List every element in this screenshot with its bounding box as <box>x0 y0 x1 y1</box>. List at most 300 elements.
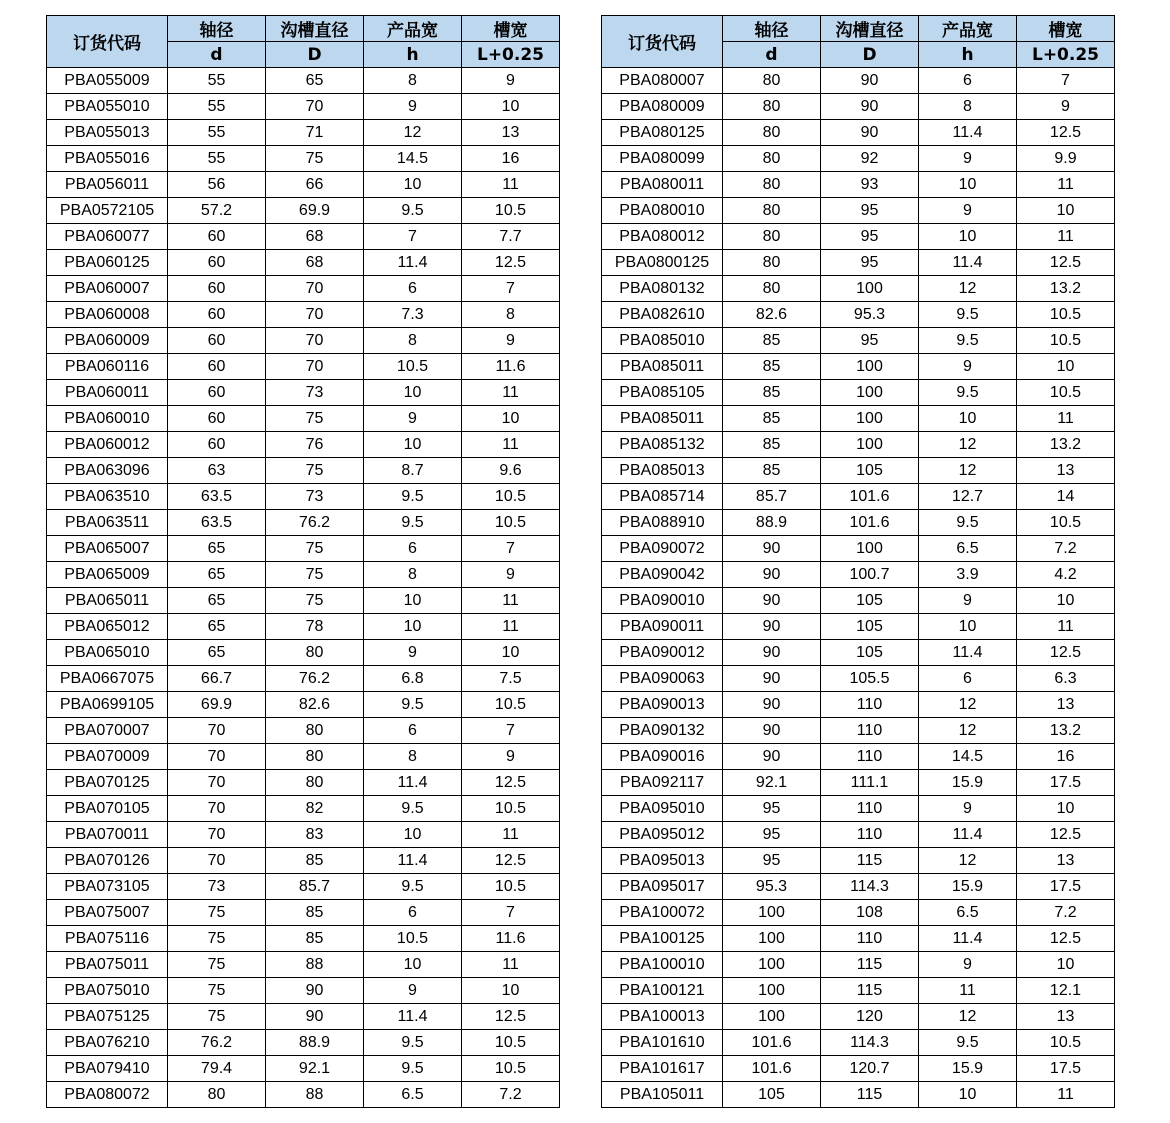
shaft-diameter-cell: 100 <box>723 1004 821 1030</box>
order-code-cell: PBA070009 <box>47 744 168 770</box>
shaft-diameter-cell: 75 <box>168 1004 266 1030</box>
groove-diameter-cell: 110 <box>821 822 919 848</box>
shaft-diameter-cell: 65 <box>168 614 266 640</box>
groove-width-cell: 17.5 <box>1017 874 1115 900</box>
product-width-cell: 12.7 <box>919 484 1017 510</box>
table-row <box>602 796 1115 822</box>
product-width-cell: 9 <box>364 94 462 120</box>
groove-diameter-cell: 76.2 <box>266 666 364 692</box>
shaft-diameter-cell: 75 <box>168 900 266 926</box>
shaft-diameter-cell: 57.2 <box>168 198 266 224</box>
product-width-cell: 10.5 <box>364 926 462 952</box>
table-row <box>602 432 1115 458</box>
shaft-diameter-cell: 85 <box>723 328 821 354</box>
shaft-diameter-cell: 85 <box>723 354 821 380</box>
header-width: 产品宽 <box>364 16 462 42</box>
groove-diameter-cell: 75 <box>266 536 364 562</box>
product-width-cell: 9.5 <box>364 1030 462 1056</box>
product-width-cell: 12 <box>919 458 1017 484</box>
order-code-cell: PBA080072 <box>47 1082 168 1108</box>
groove-diameter-cell: 115 <box>821 952 919 978</box>
order-code-cell: PBA100013 <box>602 1004 723 1030</box>
groove-width-cell: 11.6 <box>462 926 560 952</box>
groove-width-cell: 17.5 <box>1017 770 1115 796</box>
order-code-cell: PBA065010 <box>47 640 168 666</box>
groove-diameter-cell: 85 <box>266 926 364 952</box>
shaft-diameter-cell: 88.9 <box>723 510 821 536</box>
header-width: 产品宽 <box>919 16 1017 42</box>
order-code-cell: PBA0699105 <box>47 692 168 718</box>
table-row <box>47 198 560 224</box>
order-code-cell: PBA055010 <box>47 94 168 120</box>
groove-width-cell: 10.5 <box>462 874 560 900</box>
groove-diameter-cell: 100 <box>821 432 919 458</box>
shaft-diameter-cell: 60 <box>168 432 266 458</box>
groove-width-cell: 9 <box>462 68 560 94</box>
shaft-diameter-cell: 65 <box>168 536 266 562</box>
groove-width-cell: 11 <box>462 380 560 406</box>
header-groove-width: 槽宽 <box>1017 16 1115 42</box>
groove-diameter-cell: 70 <box>266 328 364 354</box>
order-code-cell: PBA080099 <box>602 146 723 172</box>
groove-diameter-cell: 80 <box>266 640 364 666</box>
groove-width-cell: 10.5 <box>462 198 560 224</box>
groove-diameter-cell: 100 <box>821 276 919 302</box>
groove-width-cell: 13.2 <box>1017 432 1115 458</box>
product-width-cell: 9.5 <box>919 302 1017 328</box>
shaft-diameter-cell: 63.5 <box>168 484 266 510</box>
groove-width-cell: 13.2 <box>1017 718 1115 744</box>
table-row <box>602 614 1115 640</box>
order-code-cell: PBA101610 <box>602 1030 723 1056</box>
order-code-cell: PBA060007 <box>47 276 168 302</box>
groove-width-cell: 13 <box>1017 848 1115 874</box>
order-code-cell: PBA090013 <box>602 692 723 718</box>
shaft-diameter-cell: 70 <box>168 718 266 744</box>
shaft-diameter-cell: 80 <box>723 224 821 250</box>
header-width-symbol: h <box>364 42 462 68</box>
header-width-symbol: h <box>919 42 1017 68</box>
groove-diameter-cell: 82.6 <box>266 692 364 718</box>
product-width-cell: 10 <box>364 588 462 614</box>
shaft-diameter-cell: 60 <box>168 224 266 250</box>
product-width-cell: 10 <box>919 614 1017 640</box>
product-width-cell: 15.9 <box>919 770 1017 796</box>
order-code-cell: PBA065009 <box>47 562 168 588</box>
table-row <box>602 328 1115 354</box>
order-code-cell: PBA063511 <box>47 510 168 536</box>
groove-diameter-cell: 105 <box>821 458 919 484</box>
shaft-diameter-cell: 80 <box>723 120 821 146</box>
table-row <box>47 770 560 796</box>
product-width-cell: 11.4 <box>919 640 1017 666</box>
order-code-cell: PBA080007 <box>602 68 723 94</box>
order-code-cell: PBA060012 <box>47 432 168 458</box>
header-shaft-symbol: d <box>168 42 266 68</box>
order-code-cell: PBA090012 <box>602 640 723 666</box>
groove-width-cell: 12.5 <box>462 1004 560 1030</box>
shaft-diameter-cell: 90 <box>723 666 821 692</box>
product-width-cell: 9.5 <box>364 198 462 224</box>
order-code-cell: PBA060116 <box>47 354 168 380</box>
table-row <box>47 432 560 458</box>
table-row <box>47 718 560 744</box>
table-row <box>47 146 560 172</box>
product-width-cell: 8 <box>919 94 1017 120</box>
order-code-cell: PBA088910 <box>602 510 723 536</box>
table-row <box>47 302 560 328</box>
product-width-cell: 6 <box>364 536 462 562</box>
groove-width-cell: 13.2 <box>1017 276 1115 302</box>
order-code-cell: PBA100072 <box>602 900 723 926</box>
groove-width-cell: 10.5 <box>462 510 560 536</box>
shaft-diameter-cell: 75 <box>168 978 266 1004</box>
order-code-cell: PBA095013 <box>602 848 723 874</box>
shaft-diameter-cell: 55 <box>168 146 266 172</box>
order-code-cell: PBA060011 <box>47 380 168 406</box>
table-row <box>602 198 1115 224</box>
product-width-cell: 10 <box>919 224 1017 250</box>
groove-width-cell: 16 <box>462 146 560 172</box>
shaft-diameter-cell: 63.5 <box>168 510 266 536</box>
order-code-cell: PBA090016 <box>602 744 723 770</box>
groove-diameter-cell: 90 <box>266 1004 364 1030</box>
product-width-cell: 11.4 <box>919 926 1017 952</box>
product-width-cell: 10 <box>364 432 462 458</box>
groove-width-cell: 17.5 <box>1017 1056 1115 1082</box>
groove-diameter-cell: 115 <box>821 978 919 1004</box>
shaft-diameter-cell: 80 <box>723 146 821 172</box>
product-width-cell: 6 <box>364 276 462 302</box>
groove-width-cell: 13 <box>462 120 560 146</box>
shaft-diameter-cell: 76.2 <box>168 1030 266 1056</box>
table-row <box>602 146 1115 172</box>
shaft-diameter-cell: 90 <box>723 640 821 666</box>
groove-diameter-cell: 85.7 <box>266 874 364 900</box>
groove-width-cell: 10.5 <box>1017 302 1115 328</box>
groove-width-cell: 10 <box>1017 354 1115 380</box>
product-width-cell: 8 <box>364 68 462 94</box>
table-row <box>47 224 560 250</box>
shaft-diameter-cell: 70 <box>168 770 266 796</box>
groove-width-cell: 12.1 <box>1017 978 1115 1004</box>
groove-diameter-cell: 110 <box>821 926 919 952</box>
table-row <box>47 354 560 380</box>
shaft-diameter-cell: 95 <box>723 796 821 822</box>
order-code-cell: PBA085011 <box>602 406 723 432</box>
shaft-diameter-cell: 79.4 <box>168 1056 266 1082</box>
shaft-diameter-cell: 85 <box>723 406 821 432</box>
table-row <box>47 640 560 666</box>
order-code-cell: PBA085105 <box>602 380 723 406</box>
table-row <box>602 978 1115 1004</box>
shaft-diameter-cell: 60 <box>168 302 266 328</box>
product-width-cell: 12 <box>919 276 1017 302</box>
product-width-cell: 11.4 <box>364 250 462 276</box>
shaft-diameter-cell: 90 <box>723 744 821 770</box>
groove-width-cell: 10 <box>1017 952 1115 978</box>
groove-diameter-cell: 115 <box>821 1082 919 1108</box>
table-row <box>602 640 1115 666</box>
product-width-cell: 10 <box>364 822 462 848</box>
product-width-cell: 8 <box>364 328 462 354</box>
order-code-cell: PBA075125 <box>47 1004 168 1030</box>
table-row <box>47 692 560 718</box>
product-width-cell: 9 <box>364 640 462 666</box>
table-row <box>47 1082 560 1108</box>
shaft-diameter-cell: 80 <box>168 1082 266 1108</box>
product-width-cell: 9.5 <box>364 510 462 536</box>
table-row <box>47 536 560 562</box>
shaft-diameter-cell: 100 <box>723 978 821 1004</box>
header-shaft: 轴径 <box>168 16 266 42</box>
groove-width-cell: 11 <box>462 614 560 640</box>
groove-diameter-cell: 95 <box>821 250 919 276</box>
groove-diameter-cell: 80 <box>266 770 364 796</box>
shaft-diameter-cell: 70 <box>168 796 266 822</box>
product-width-cell: 12 <box>919 1004 1017 1030</box>
groove-diameter-cell: 120 <box>821 1004 919 1030</box>
groove-width-cell: 11 <box>462 588 560 614</box>
table-row <box>47 1030 560 1056</box>
product-width-cell: 12 <box>919 692 1017 718</box>
order-code-cell: PBA100010 <box>602 952 723 978</box>
groove-diameter-cell: 95.3 <box>821 302 919 328</box>
shaft-diameter-cell: 90 <box>723 692 821 718</box>
shaft-diameter-cell: 55 <box>168 120 266 146</box>
order-code-cell: PBA080010 <box>602 198 723 224</box>
product-width-cell: 6 <box>364 900 462 926</box>
table-row <box>602 302 1115 328</box>
groove-width-cell: 11 <box>462 822 560 848</box>
groove-diameter-cell: 110 <box>821 796 919 822</box>
shaft-diameter-cell: 55 <box>168 68 266 94</box>
shaft-diameter-cell: 80 <box>723 172 821 198</box>
shaft-diameter-cell: 70 <box>168 822 266 848</box>
product-width-cell: 9.5 <box>364 874 462 900</box>
table-row <box>47 822 560 848</box>
product-width-cell: 7 <box>364 224 462 250</box>
order-code-cell: PBA060010 <box>47 406 168 432</box>
shaft-diameter-cell: 65 <box>168 562 266 588</box>
groove-width-cell: 10 <box>1017 796 1115 822</box>
shaft-diameter-cell: 101.6 <box>723 1030 821 1056</box>
order-code-cell: PBA070126 <box>47 848 168 874</box>
groove-width-cell: 8 <box>462 302 560 328</box>
product-width-cell: 9 <box>364 406 462 432</box>
order-code-cell: PBA080009 <box>602 94 723 120</box>
groove-width-cell: 7.2 <box>462 1082 560 1108</box>
groove-width-cell: 7.2 <box>1017 536 1115 562</box>
groove-width-cell: 10 <box>462 94 560 120</box>
groove-diameter-cell: 95 <box>821 328 919 354</box>
order-code-cell: PBA095012 <box>602 822 723 848</box>
groove-width-cell: 7.7 <box>462 224 560 250</box>
table-row <box>47 68 560 94</box>
product-width-cell: 9.5 <box>364 796 462 822</box>
table-row <box>602 744 1115 770</box>
shaft-diameter-cell: 60 <box>168 406 266 432</box>
groove-diameter-cell: 105 <box>821 640 919 666</box>
groove-width-cell: 11 <box>1017 224 1115 250</box>
shaft-diameter-cell: 70 <box>168 744 266 770</box>
groove-width-cell: 11 <box>462 172 560 198</box>
shaft-diameter-cell: 60 <box>168 276 266 302</box>
groove-diameter-cell: 92 <box>821 146 919 172</box>
order-code-cell: PBA075011 <box>47 952 168 978</box>
shaft-diameter-cell: 56 <box>168 172 266 198</box>
table-row <box>602 224 1115 250</box>
groove-width-cell: 10 <box>462 406 560 432</box>
product-width-cell: 11.4 <box>364 848 462 874</box>
groove-diameter-cell: 90 <box>821 68 919 94</box>
groove-width-cell: 9.9 <box>1017 146 1115 172</box>
groove-width-cell: 9 <box>462 744 560 770</box>
groove-diameter-cell: 78 <box>266 614 364 640</box>
product-width-cell: 9.5 <box>364 1056 462 1082</box>
groove-width-cell: 7 <box>462 536 560 562</box>
groove-width-cell: 13 <box>1017 458 1115 484</box>
shaft-diameter-cell: 92.1 <box>723 770 821 796</box>
groove-width-cell: 9 <box>462 328 560 354</box>
groove-diameter-cell: 68 <box>266 224 364 250</box>
groove-width-cell: 13 <box>1017 1004 1115 1030</box>
shaft-diameter-cell: 90 <box>723 614 821 640</box>
order-code-cell: PBA101617 <box>602 1056 723 1082</box>
order-code-cell: PBA060125 <box>47 250 168 276</box>
groove-diameter-cell: 100 <box>821 354 919 380</box>
order-code-cell: PBA080011 <box>602 172 723 198</box>
order-code-cell: PBA076210 <box>47 1030 168 1056</box>
order-code-cell: PBA055016 <box>47 146 168 172</box>
groove-diameter-cell: 90 <box>821 94 919 120</box>
table-body-right <box>602 68 1115 1108</box>
spec-table-right <box>601 15 1115 1108</box>
table-row <box>602 94 1115 120</box>
order-code-cell: PBA090042 <box>602 562 723 588</box>
product-width-cell: 10 <box>364 380 462 406</box>
groove-diameter-cell: 110 <box>821 744 919 770</box>
order-code-cell: PBA100125 <box>602 926 723 952</box>
table-row <box>47 666 560 692</box>
table-row <box>47 562 560 588</box>
shaft-diameter-cell: 85 <box>723 432 821 458</box>
order-code-cell: PBA095017 <box>602 874 723 900</box>
table-row <box>47 588 560 614</box>
header-shaft: 轴径 <box>723 16 821 42</box>
groove-diameter-cell: 66 <box>266 172 364 198</box>
groove-diameter-cell: 114.3 <box>821 874 919 900</box>
groove-diameter-cell: 100.7 <box>821 562 919 588</box>
order-code-cell: PBA100121 <box>602 978 723 1004</box>
table-row <box>602 68 1115 94</box>
shaft-diameter-cell: 75 <box>168 926 266 952</box>
groove-diameter-cell: 65 <box>266 68 364 94</box>
groove-width-cell: 7 <box>462 276 560 302</box>
groove-width-cell: 7 <box>462 900 560 926</box>
shaft-diameter-cell: 85 <box>723 380 821 406</box>
product-width-cell: 9 <box>919 796 1017 822</box>
groove-width-cell: 16 <box>1017 744 1115 770</box>
groove-diameter-cell: 100 <box>821 406 919 432</box>
product-width-cell: 6.5 <box>919 900 1017 926</box>
product-width-cell: 9.5 <box>364 692 462 718</box>
product-width-cell: 8.7 <box>364 458 462 484</box>
table-row <box>47 952 560 978</box>
table-row <box>47 1004 560 1030</box>
groove-diameter-cell: 85 <box>266 900 364 926</box>
groove-width-cell: 7 <box>1017 68 1115 94</box>
table-row <box>602 406 1115 432</box>
order-code-cell: PBA056011 <box>47 172 168 198</box>
shaft-diameter-cell: 85 <box>723 458 821 484</box>
order-code-cell: PBA060009 <box>47 328 168 354</box>
product-width-cell: 12 <box>919 432 1017 458</box>
table-row <box>47 380 560 406</box>
groove-diameter-cell: 75 <box>266 588 364 614</box>
order-code-cell: PBA085010 <box>602 328 723 354</box>
product-width-cell: 11.4 <box>919 822 1017 848</box>
header-groove-diameter: 沟槽直径 <box>266 16 364 42</box>
table-row <box>602 536 1115 562</box>
table-row <box>602 380 1115 406</box>
groove-diameter-cell: 76.2 <box>266 510 364 536</box>
product-width-cell: 9.5 <box>919 1030 1017 1056</box>
order-code-cell: PBA080012 <box>602 224 723 250</box>
product-width-cell: 8 <box>364 744 462 770</box>
groove-width-cell: 10.5 <box>1017 328 1115 354</box>
order-code-cell: PBA090132 <box>602 718 723 744</box>
shaft-diameter-cell: 90 <box>723 562 821 588</box>
product-width-cell: 9 <box>919 198 1017 224</box>
product-width-cell: 9.5 <box>919 328 1017 354</box>
groove-width-cell: 10.5 <box>1017 1030 1115 1056</box>
shaft-diameter-cell: 90 <box>723 718 821 744</box>
shaft-diameter-cell: 95 <box>723 822 821 848</box>
order-code-cell: PBA080125 <box>602 120 723 146</box>
table-row <box>47 1056 560 1082</box>
groove-width-cell: 10.5 <box>462 1030 560 1056</box>
groove-width-cell: 10.5 <box>462 1056 560 1082</box>
header-groove-width-symbol: L+0.25 <box>1017 42 1115 68</box>
groove-width-cell: 11 <box>1017 172 1115 198</box>
groove-diameter-cell: 88 <box>266 1082 364 1108</box>
shaft-diameter-cell: 60 <box>168 354 266 380</box>
groove-width-cell: 12.5 <box>462 848 560 874</box>
order-code-cell: PBA0800125 <box>602 250 723 276</box>
table-row <box>602 718 1115 744</box>
shaft-diameter-cell: 95 <box>723 848 821 874</box>
table-row <box>602 822 1115 848</box>
groove-diameter-cell: 80 <box>266 718 364 744</box>
order-code-cell: PBA075007 <box>47 900 168 926</box>
shaft-diameter-cell: 95.3 <box>723 874 821 900</box>
groove-diameter-cell: 71 <box>266 120 364 146</box>
groove-width-cell: 10.5 <box>1017 510 1115 536</box>
header-groove-diameter-symbol: D <box>821 42 919 68</box>
groove-diameter-cell: 68 <box>266 250 364 276</box>
product-width-cell: 10 <box>919 1082 1017 1108</box>
shaft-diameter-cell: 60 <box>168 250 266 276</box>
product-width-cell: 6.8 <box>364 666 462 692</box>
table-row <box>602 692 1115 718</box>
groove-diameter-cell: 92.1 <box>266 1056 364 1082</box>
table-row <box>47 172 560 198</box>
groove-diameter-cell: 101.6 <box>821 510 919 536</box>
table-row <box>47 250 560 276</box>
order-code-cell: PBA070007 <box>47 718 168 744</box>
header-code: 订货代码 <box>47 16 168 68</box>
